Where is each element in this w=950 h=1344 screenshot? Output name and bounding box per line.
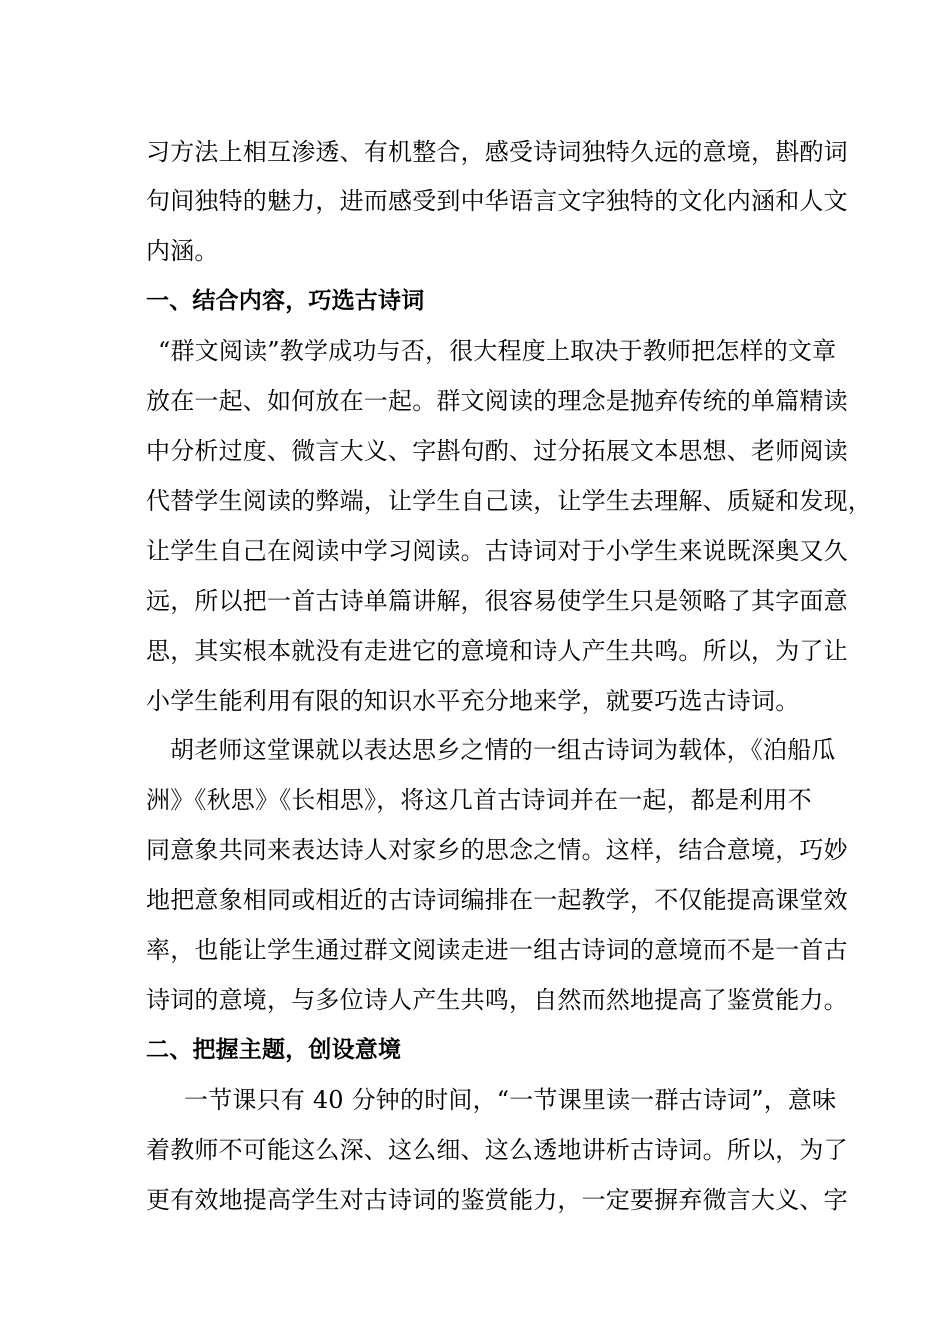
section-heading-2: 二、把握主题，创设意境 [146, 1037, 402, 1063]
intro-line: 习方法上相互渗透、有机整合，感受诗词独特久远的意境，斟酌词 [146, 138, 848, 166]
paragraph-line: 同意象共同来表达诗人对家乡的思念之情。这样，结合意境，巧妙 [146, 836, 848, 864]
paragraph-line: 放在一起、如何放在一起。群文阅读的理念是抛弃传统的单篇精读 [146, 387, 848, 415]
intro-line: 内涵。 [146, 237, 219, 265]
paragraph-line: 远，所以把一首古诗单篇讲解，很容易使学生只是领略了其字面意 [146, 587, 848, 615]
paragraph-line: 着教师不可能这么深、这么细、这么透地讲析古诗词。所以，为了 [146, 1136, 848, 1164]
paragraph-line: 一节课只有 40 分钟的时间，“一节课里读一群古诗词”，意味 [184, 1086, 837, 1114]
paragraph-line: 诗词的意境，与多位诗人产生共鸣，自然而然地提高了鉴赏能力。 [146, 986, 848, 1014]
paragraph-line: 代替学生阅读的弊端，让学生自己读，让学生去理解、质疑和发现， [146, 487, 872, 515]
intro-line: 句间独特的魅力，进而感受到中华语言文字独特的文化内涵和人文 [146, 187, 848, 215]
paragraph-line: 洲》《秋思》《长相思》，将这几首古诗词并在一起，都是利用不 [146, 786, 812, 814]
paragraph-line: 让学生自己在阅读中学习阅读。古诗词对于小学生来说既深奥又久 [146, 537, 848, 565]
paragraph-line: 小学生能利用有限的知识水平充分地来学，就要巧选古诗词。 [146, 687, 800, 715]
section-heading-1: 一、结合内容，巧选古诗词 [146, 288, 425, 314]
paragraph-line: 更有效地提高学生对古诗词的鉴赏能力，一定要摒弃微言大义、字 [146, 1186, 848, 1214]
paragraph-line: 胡老师这堂课就以表达思乡之情的一组古诗词为载体，《泊船瓜 [170, 736, 836, 764]
paragraph-line: 思，其实根本就没有走进它的意境和诗人产生共鸣。所以，为了让 [146, 637, 848, 665]
paragraph-line: 中分析过度、微言大义、字斟句酌、过分拓展文本思想、老师阅读 [146, 437, 848, 465]
paragraph-line: 地把意象相同或相近的古诗词编排在一起教学，不仅能提高课堂效 [146, 886, 848, 914]
paragraph-line: 率，也能让学生通过群文阅读走进一组古诗词的意境而不是一首古 [146, 936, 848, 964]
paragraph-line: “群文阅读”教学成功与否，很大程度上取决于教师把怎样的文章 [158, 337, 837, 365]
